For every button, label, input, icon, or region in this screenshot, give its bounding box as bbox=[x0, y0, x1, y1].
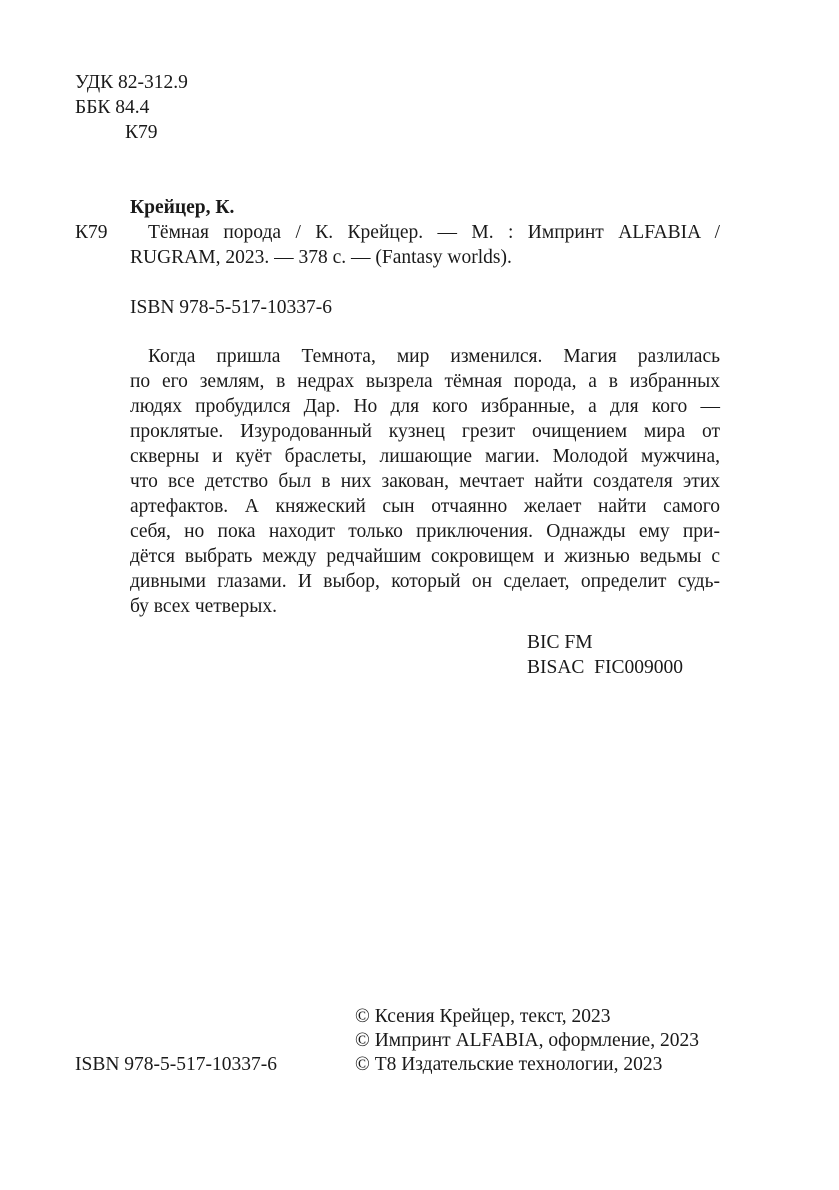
description-line: RUGRAM, 2023. — 378 с. — (Fantasy worlds). bbox=[130, 247, 512, 268]
copyright-line: © Т8 Издательские технологии, 2023 bbox=[355, 1054, 663, 1075]
annotation bbox=[130, 344, 720, 619]
description-line: Тёмная порода / К. Крейцер. — М. : Импринт ALFABIA / bbox=[148, 222, 720, 243]
udk-code: УДК 82-312.9 bbox=[75, 72, 188, 93]
annotation-line: скверны и куёт браслеты, лишающие магии. Молодой мужчина, bbox=[130, 446, 720, 467]
author-mark: К79 bbox=[125, 122, 158, 143]
footer-isbn: ISBN 978-5-517-10337-6 bbox=[75, 1054, 278, 1075]
annotation-line: дивными глазами. И выбор, который он сделает, определит судь- bbox=[130, 571, 720, 592]
annotation-line: себя, но пока находит только приключения. Однажды ему при- bbox=[130, 521, 720, 542]
annotation-line: дётся выбрать между редчайшим сокровищем и жизнью ведьмы с bbox=[130, 546, 720, 567]
annotation-line: бу всех четверых. bbox=[130, 596, 278, 617]
annotation-line: по его землям, в недрах вызрела тёмная порода, а в избранных bbox=[130, 371, 720, 392]
record-description bbox=[148, 220, 720, 245]
record-author-mark: К79 bbox=[75, 222, 108, 243]
copyright-line: © Ксения Крейцер, текст, 2023 bbox=[355, 1006, 611, 1027]
copyright-line: © Импринт ALFABIA, оформление, 2023 bbox=[355, 1030, 699, 1051]
annotation-line: артефактов. А княжеский сын отчаянно желает найти самого bbox=[130, 496, 720, 517]
bic-code: BIC FM bbox=[527, 632, 593, 653]
bisac-code: BISAC FIC009000 bbox=[527, 657, 684, 678]
annotation-line: что все детство был в них закован, мечтает найти создателя этих bbox=[130, 471, 720, 492]
annotation-line: проклятые. Изуродованный кузнец грезит очищением мира от bbox=[130, 421, 720, 442]
bbk-code: ББК 84.4 bbox=[75, 97, 150, 118]
annotation-line: людях пробудился Дар. Но для кого избранные, а для кого — bbox=[130, 396, 720, 417]
record-isbn: ISBN 978-5-517-10337-6 bbox=[130, 297, 333, 318]
author-heading: Крейцер, К. bbox=[130, 197, 235, 218]
annotation-line: Когда пришла Темнота, мир изменился. Магия разлилась bbox=[148, 346, 720, 367]
